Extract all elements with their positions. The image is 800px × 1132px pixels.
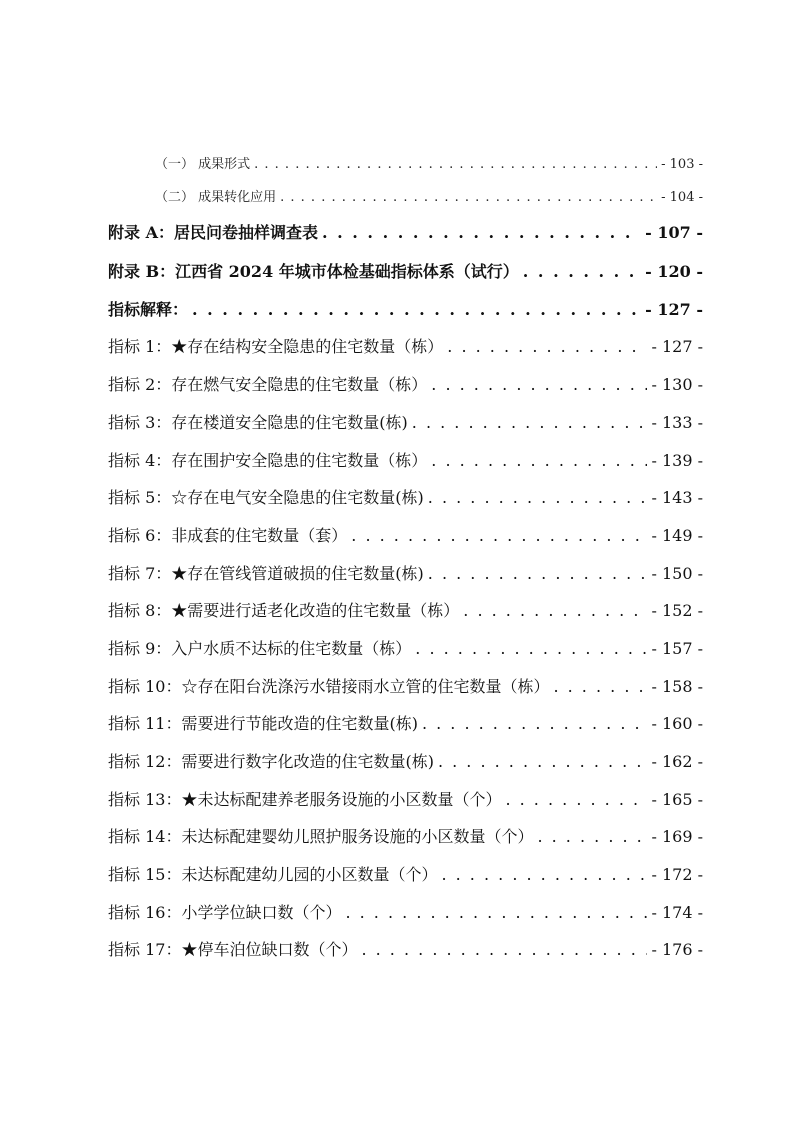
toc-entry[interactable] [108,297,703,320]
toc-entry-page: - 104 - [661,190,703,205]
toc-entry[interactable] [108,448,703,471]
toc-entry-page: - 127 - [651,337,703,356]
toc-entry-label: 指标 13：★未达标配建养老服务设施的小区数量（个） [108,790,502,809]
toc-entry-label: 指标 5：☆存在电气安全隐患的住宅数量(栋) [108,488,424,507]
toc-entry[interactable] [108,749,703,772]
toc-entry-label: （一） 成果形式 [155,157,251,172]
toc-leader-dots [428,488,648,507]
toc-entry[interactable] [108,787,703,810]
toc-entry-page: - 103 - [661,157,703,172]
toc-leader-dots [254,157,657,172]
toc-entry[interactable] [108,636,703,659]
toc-entry-page: - 174 - [651,903,703,922]
toc-leader-dots [415,639,647,658]
toc-entry[interactable] [108,598,703,621]
toc-entry-label: 指标 12：需要进行数字化改造的住宅数量(栋) [108,752,434,771]
toc-entry-label: 指标 10：☆存在阳台洗涤污水错接雨水立管的住宅数量（栋） [108,677,550,696]
toc-entry-page: - 150 - [651,564,703,583]
toc-entry[interactable] [108,523,703,546]
toc-entry[interactable] [108,410,703,433]
toc-entry-page: - 172 - [651,865,703,884]
toc-entry-label: 指标 16：小学学位缺口数（个） [108,903,342,922]
toc-leader-dots [447,337,647,356]
toc-entry-label: 指标 17：★停车泊位缺口数（个） [108,940,358,959]
toc-leader-dots [505,790,647,809]
toc-entry-page: - 160 - [651,714,703,733]
toc-leader-dots [422,714,648,733]
toc-entry-label: 附录 A：居民问卷抽样调查表 [108,223,318,242]
toc-entry-page: - 169 - [651,827,703,846]
toc-entry-page: - 127 - [645,300,703,319]
toc-leader-dots [553,677,647,696]
toc-entry[interactable] [108,561,703,584]
toc-entry[interactable] [155,186,703,205]
toc-entry[interactable] [108,372,703,395]
toc-entry-page: - 139 - [651,451,703,470]
toc-entry[interactable] [155,153,703,172]
toc-leader-dots [412,413,648,432]
toc-entry-page: - 165 - [651,790,703,809]
toc-entry[interactable] [108,485,703,508]
toc-entry[interactable] [108,220,703,243]
toc-leader-dots [537,827,647,846]
toc-entry[interactable] [108,334,703,357]
toc-entry-label: 指标 1：★存在结构安全隐患的住宅数量（栋） [108,337,444,356]
toc-entry-page: - 149 - [651,526,703,545]
toc-entry-page: - 176 - [651,940,703,959]
toc-leader-dots [280,190,657,205]
toc-leader-dots [463,601,647,620]
toc-entry-label: 指标 6：非成套的住宅数量（套） [108,526,348,545]
toc-entry-label: 指标 2：存在燃气安全隐患的住宅数量（栋） [108,375,428,394]
toc-entry-page: - 152 - [651,601,703,620]
toc-entry-page: - 107 - [645,223,703,242]
toc-entry-page: - 120 - [645,262,703,281]
toc-leader-dots [322,223,641,242]
toc-leader-dots [431,375,647,394]
toc-leader-dots [431,451,647,470]
toc-entry-page: - 130 - [651,375,703,394]
toc-entry[interactable] [108,824,703,847]
toc-entry-label: 指标 8：★需要进行适老化改造的住宅数量（栋） [108,601,460,620]
toc-leader-dots [351,526,647,545]
toc-entry[interactable] [108,862,703,885]
toc-leader-dots [192,300,641,319]
toc-entry-label: 指标解释： [108,300,189,319]
toc-entry-label: （二） 成果转化应用 [155,190,277,205]
toc-entry-page: - 157 - [651,639,703,658]
toc-entry-page: - 143 - [651,488,703,507]
toc-leader-dots [428,564,648,583]
toc-leader-dots [441,865,647,884]
toc-entry[interactable] [108,937,703,960]
toc-leader-dots [361,940,647,959]
toc-entry-label: 附录 B：江西省 2024 年城市体检基础指标体系（试行） [108,262,519,281]
toc-entry[interactable] [108,900,703,923]
toc-entry-page: - 158 - [651,677,703,696]
toc-entry-label: 指标 11：需要进行节能改造的住宅数量(栋) [108,714,418,733]
toc-entry-page: - 162 - [651,752,703,771]
toc-entry[interactable] [108,674,703,697]
toc-entry-label: 指标 4：存在围护安全隐患的住宅数量（栋） [108,451,428,470]
toc-entry-label: 指标 14：未达标配建婴幼儿照护服务设施的小区数量（个） [108,827,534,846]
toc-entry-label: 指标 15：未达标配建幼儿园的小区数量（个） [108,865,438,884]
toc-leader-dots [345,903,647,922]
toc-entry[interactable] [108,259,703,282]
toc-entry-label: 指标 3：存在楼道安全隐患的住宅数量(栋) [108,413,408,432]
toc-entry-label: 指标 9：入户水质不达标的住宅数量（栋） [108,639,412,658]
toc-leader-dots [523,262,641,281]
toc-leader-dots [438,752,648,771]
toc-entry-label: 指标 7：★存在管线管道破损的住宅数量(栋) [108,564,424,583]
toc-entry-page: - 133 - [651,413,703,432]
toc-entry[interactable] [108,711,703,734]
